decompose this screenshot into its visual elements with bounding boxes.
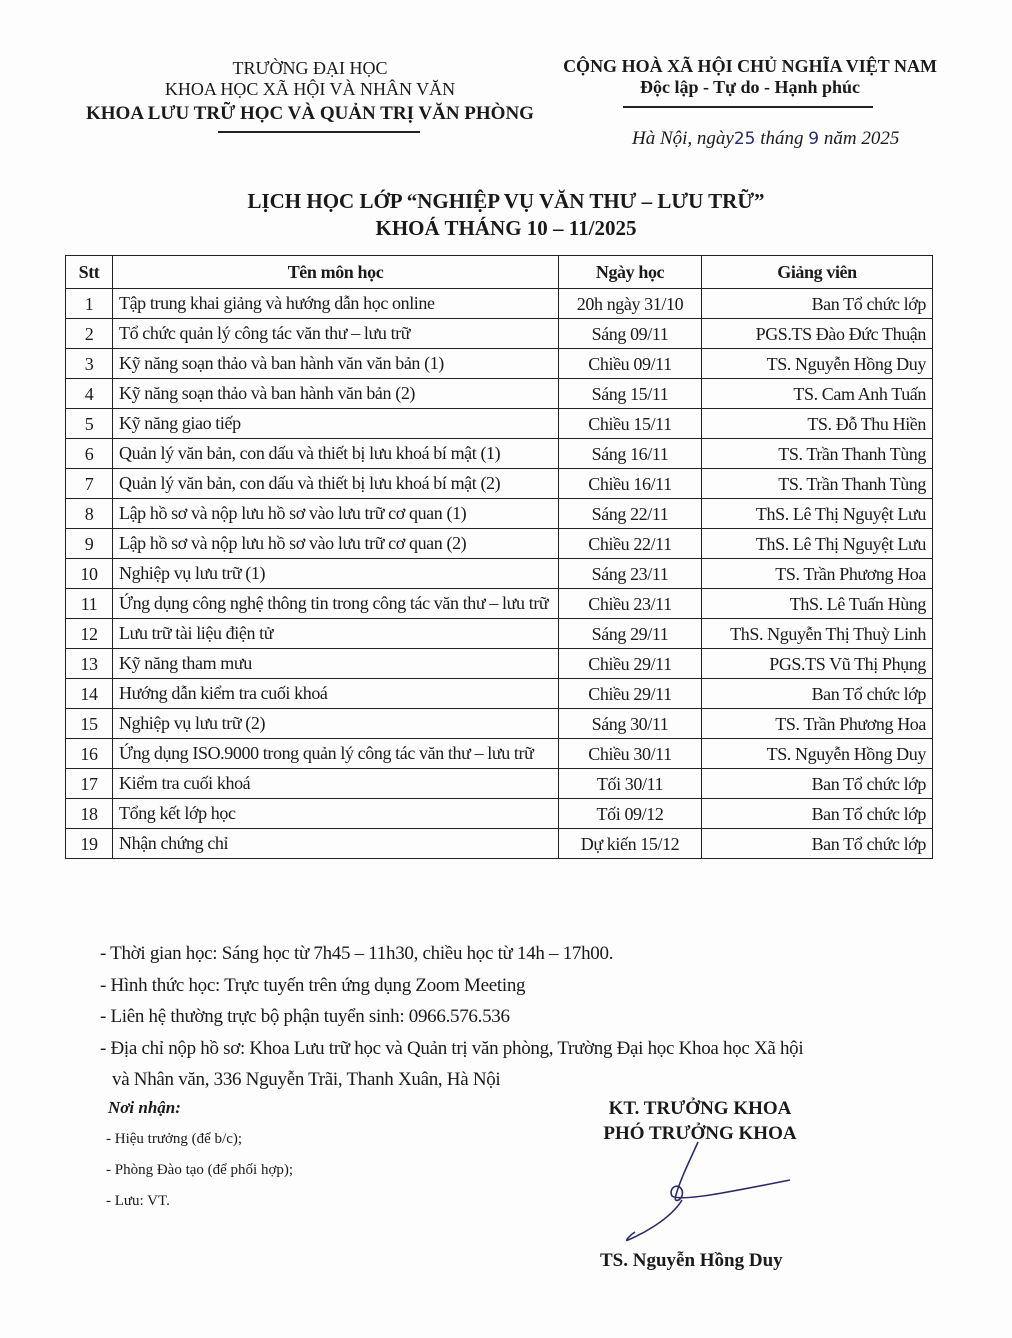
signature-title2: PHÓ TRƯỞNG KHOA bbox=[603, 1123, 797, 1144]
row-date: Chiều 15/11 bbox=[559, 409, 702, 439]
row-stt: 2 bbox=[66, 319, 113, 349]
divider bbox=[623, 106, 873, 108]
recipient-item: - Lưu: VT. bbox=[106, 1193, 170, 1209]
table-row bbox=[66, 649, 933, 679]
row-date: Chiều 23/11 bbox=[559, 589, 702, 619]
row-date: Tối 09/12 bbox=[559, 799, 702, 829]
row-lecturer: TS. Đỗ Thu Hiền bbox=[702, 409, 933, 439]
date-day: 25 bbox=[733, 129, 756, 149]
note-contact: - Liên hệ thường trực bộ phận tuyển sinh: 0966.576.536 bbox=[100, 1006, 510, 1027]
table-row bbox=[66, 529, 933, 559]
row-subject: Kỹ năng soạn thảo và ban hành văn văn bản (1) bbox=[113, 349, 559, 379]
row-lecturer: PGS.TS Vũ Thị Phụng bbox=[702, 649, 933, 679]
row-subject: Kỹ năng giao tiếp bbox=[113, 409, 559, 439]
row-subject: Lưu trữ tài liệu điện tử bbox=[113, 619, 559, 649]
note-address-cont: và Nhân văn, 336 Nguyễn Trãi, Thanh Xuân, Hà Nội bbox=[112, 1069, 501, 1090]
row-stt: 14 bbox=[66, 679, 113, 709]
table-row bbox=[66, 349, 933, 379]
row-date: Chiều 30/11 bbox=[559, 739, 702, 769]
row-subject: Lập hồ sơ và nộp lưu hồ sơ vào lưu trữ cơ quan (1) bbox=[113, 499, 559, 529]
note-time: - Thời gian học: Sáng học từ 7h45 – 11h30, chiều học từ 14h – 17h00. bbox=[100, 943, 614, 964]
row-date: Sáng 22/11 bbox=[559, 499, 702, 529]
row-subject: Kiểm tra cuối khoá bbox=[113, 769, 559, 799]
row-stt: 12 bbox=[66, 619, 113, 649]
row-lecturer: Ban Tổ chức lớp bbox=[702, 829, 933, 859]
row-date: Sáng 09/11 bbox=[559, 319, 702, 349]
year-label: năm 2025 bbox=[823, 128, 900, 149]
table-row bbox=[66, 409, 933, 439]
recipients-list bbox=[106, 1124, 293, 1217]
row-lecturer: PGS.TS Đào Đức Thuận bbox=[702, 319, 933, 349]
table-row bbox=[66, 799, 933, 829]
table-row bbox=[66, 289, 933, 319]
header-stt: Stt bbox=[66, 256, 113, 289]
table-row bbox=[66, 739, 933, 769]
recipient-item: - Phòng Đào tạo (để phối hợp); bbox=[106, 1162, 294, 1178]
row-stt: 6 bbox=[66, 439, 113, 469]
row-stt: 7 bbox=[66, 469, 113, 499]
row-lecturer: Ban Tổ chức lớp bbox=[702, 289, 933, 319]
row-subject: Tổ chức quản lý công tác văn thư – lưu trữ bbox=[113, 319, 559, 349]
row-date: Chiều 22/11 bbox=[559, 529, 702, 559]
table-row bbox=[66, 439, 933, 469]
handwritten-signature bbox=[610, 1140, 800, 1250]
row-subject: Ứng dụng công nghệ thông tin trong công tác văn thư – lưu trữ bbox=[113, 589, 559, 619]
row-lecturer: Ban Tổ chức lớp bbox=[702, 679, 933, 709]
row-lecturer: TS. Trần Phương Hoa bbox=[702, 709, 933, 739]
row-date: Dự kiến 15/12 bbox=[559, 829, 702, 859]
row-lecturer: TS. Trần Thanh Tùng bbox=[702, 439, 933, 469]
divider bbox=[218, 131, 420, 133]
month-label: tháng bbox=[760, 128, 804, 149]
note-format: - Hình thức học: Trực tuyến trên ứng dụng Zoom Meeting bbox=[100, 974, 526, 996]
row-stt: 13 bbox=[66, 649, 113, 679]
table-row bbox=[66, 589, 933, 619]
schedule-table bbox=[65, 255, 933, 859]
row-lecturer: ThS. Nguyễn Thị Thuỳ Linh bbox=[702, 619, 933, 649]
row-date: Chiều 16/11 bbox=[559, 469, 702, 499]
row-date: Tối 30/11 bbox=[559, 769, 702, 799]
recipients-title: Nơi nhận: bbox=[108, 1098, 181, 1117]
row-lecturer: ThS. Lê Thị Nguyệt Lưu bbox=[702, 499, 933, 529]
row-stt: 11 bbox=[66, 589, 113, 619]
row-stt: 15 bbox=[66, 709, 113, 739]
row-date: Sáng 15/11 bbox=[559, 379, 702, 409]
header-subject: Tên môn học bbox=[113, 256, 559, 289]
row-date: 20h ngày 31/10 bbox=[559, 289, 702, 319]
row-subject: Quản lý văn bản, con dấu và thiết bị lưu khoá bí mật (2) bbox=[113, 469, 559, 499]
row-date: Sáng 29/11 bbox=[559, 619, 702, 649]
row-stt: 16 bbox=[66, 739, 113, 769]
date-line bbox=[632, 128, 899, 150]
row-subject: Nghiệp vụ lưu trữ (2) bbox=[113, 709, 559, 739]
row-subject: Nghiệp vụ lưu trữ (1) bbox=[113, 559, 559, 589]
table-row bbox=[66, 499, 933, 529]
signature-block bbox=[560, 1096, 840, 1146]
recipient-item: - Hiệu trưởng (để b/c); bbox=[106, 1131, 243, 1147]
header-date: Ngày học bbox=[559, 256, 702, 289]
row-date: Chiều 29/11 bbox=[559, 649, 702, 679]
row-subject: Kỹ năng soạn thảo và ban hành văn bản (2) bbox=[113, 379, 559, 409]
row-stt: 4 bbox=[66, 379, 113, 409]
row-stt: 3 bbox=[66, 349, 113, 379]
row-lecturer: TS. Trần Phương Hoa bbox=[702, 559, 933, 589]
row-date: Sáng 30/11 bbox=[559, 709, 702, 739]
row-date: Chiều 09/11 bbox=[559, 349, 702, 379]
motto: Độc lập - Tự do - Hạnh phúc bbox=[639, 77, 861, 97]
row-stt: 8 bbox=[66, 499, 113, 529]
row-subject: Nhận chứng chỉ bbox=[113, 829, 559, 859]
notes bbox=[100, 938, 803, 1096]
row-lecturer: Ban Tổ chức lớp bbox=[702, 799, 933, 829]
row-lecturer: ThS. Lê Tuấn Hùng bbox=[702, 589, 933, 619]
row-lecturer: TS. Cam Anh Tuấn bbox=[702, 379, 933, 409]
table-row bbox=[66, 619, 933, 649]
table-row bbox=[66, 319, 933, 349]
table-row bbox=[66, 709, 933, 739]
row-stt: 19 bbox=[66, 829, 113, 859]
table-row bbox=[66, 769, 933, 799]
header-right bbox=[560, 56, 940, 98]
date-month: 9 bbox=[808, 129, 820, 149]
row-date: Sáng 23/11 bbox=[559, 559, 702, 589]
row-stt: 18 bbox=[66, 799, 113, 829]
row-date: Chiều 29/11 bbox=[559, 679, 702, 709]
university-line1: TRƯỜNG ĐẠI HỌC bbox=[232, 58, 388, 78]
row-date: Sáng 16/11 bbox=[559, 439, 702, 469]
row-subject: Ứng dụng ISO.9000 trong quản lý công tác văn thư – lưu trữ bbox=[113, 739, 559, 769]
row-subject: Lập hồ sơ và nộp lưu hồ sơ vào lưu trữ cơ quan (2) bbox=[113, 529, 559, 559]
table-header-row bbox=[66, 256, 933, 289]
note-address: - Địa chỉ nộp hồ sơ: Khoa Lưu trữ học và Quản trị văn phòng, Trường Đại học Khoa học Xã hội bbox=[100, 1037, 804, 1059]
table-row bbox=[66, 559, 933, 589]
table-row bbox=[66, 379, 933, 409]
header-left bbox=[120, 58, 500, 100]
row-stt: 10 bbox=[66, 559, 113, 589]
signer-name: TS. Nguyễn Hồng Duy bbox=[600, 1250, 783, 1271]
document-title bbox=[0, 188, 1012, 242]
nation-name: CỘNG HOÀ XÃ HỘI CHỦ NGHĨA VIỆT NAM bbox=[563, 56, 937, 76]
row-lecturer: TS. Nguyễn Hồng Duy bbox=[702, 349, 933, 379]
row-stt: 9 bbox=[66, 529, 113, 559]
header-lecturer: Giảng viên bbox=[702, 256, 933, 289]
table-row bbox=[66, 829, 933, 859]
row-lecturer: TS. Nguyễn Hồng Duy bbox=[702, 739, 933, 769]
table-row bbox=[66, 679, 933, 709]
row-subject: Kỹ năng tham mưu bbox=[113, 649, 559, 679]
row-lecturer: ThS. Lê Thị Nguyệt Lưu bbox=[702, 529, 933, 559]
date-prefix: Hà Nội, ngày bbox=[632, 128, 734, 149]
row-subject: Hướng dẫn kiểm tra cuối khoá bbox=[113, 679, 559, 709]
title-line1: LỊCH HỌC LỚP “NGHIỆP VỤ VĂN THƯ – LƯU TRỮ” bbox=[247, 189, 765, 213]
row-subject: Tổng kết lớp học bbox=[113, 799, 559, 829]
row-lecturer: TS. Trần Thanh Tùng bbox=[702, 469, 933, 499]
row-stt: 1 bbox=[66, 289, 113, 319]
row-stt: 5 bbox=[66, 409, 113, 439]
title-line2: KHOÁ THÁNG 10 – 11/2025 bbox=[375, 216, 637, 240]
faculty-name: KHOA LƯU TRỮ HỌC VÀ QUẢN TRỊ VĂN PHÒNG bbox=[86, 103, 534, 124]
row-subject: Tập trung khai giảng và hướng dẫn học online bbox=[113, 289, 559, 319]
row-lecturer: Ban Tổ chức lớp bbox=[702, 769, 933, 799]
row-stt: 17 bbox=[66, 769, 113, 799]
university-line2: KHOA HỌC XÃ HỘI VÀ NHÂN VĂN bbox=[164, 79, 456, 99]
row-subject: Quản lý văn bản, con dấu và thiết bị lưu khoá bí mật (1) bbox=[113, 439, 559, 469]
table-row bbox=[66, 469, 933, 499]
signature-title1: KT. TRƯỞNG KHOA bbox=[608, 1098, 792, 1119]
